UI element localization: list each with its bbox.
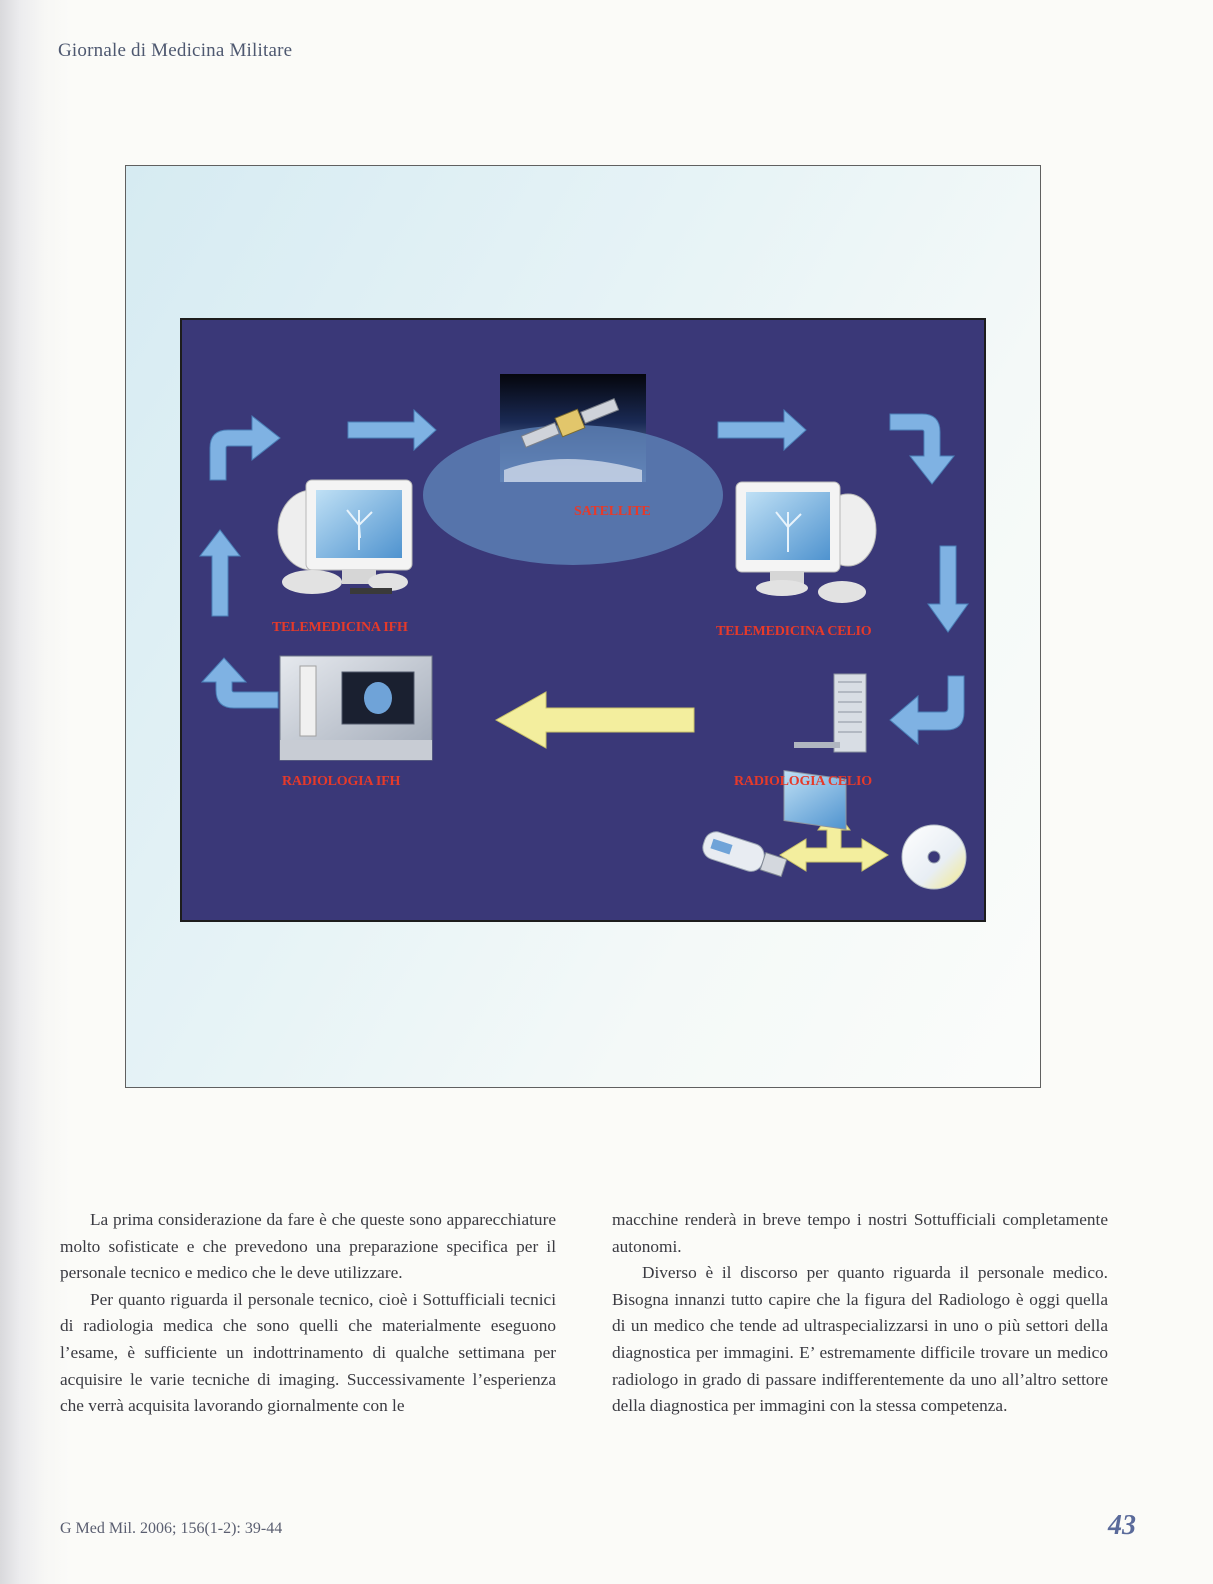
- workstation-icon: [784, 674, 866, 829]
- arrow-up-icon: [200, 530, 240, 616]
- paragraph: Per quanto riguarda il personale tecnico, cioè i Sottufficiali tecnici di radiologia medica che sono quelli che materialmente eseguono l’esame, è sufficiente un indottrinamento di qualche settimana per acquisire le varie tecniche di imaging. Successivamente l’esperienza che verrà acquisita lavorando giornalmente con le: [60, 1289, 556, 1416]
- citation: G Med Mil. 2006; 156(1-2): 39-44: [60, 1520, 283, 1537]
- paragraph: macchine renderà in breve tempo i nostri Sottufficiali completamente autonomi.: [612, 1210, 1108, 1256]
- curved-arrow-icon: [210, 416, 280, 480]
- arrow-down-icon: [928, 546, 968, 632]
- telemedicine-diagram: [180, 318, 986, 922]
- label-radiologia-ifh: RADIOLOGIA IFH: [282, 774, 401, 789]
- arrow-left-icon: [496, 692, 694, 748]
- curved-arrow-icon: [202, 658, 278, 708]
- label-telemedicina-celio: TELEMEDICINA CELIO: [716, 624, 872, 639]
- arrow-right-icon: [348, 410, 436, 450]
- label-radiologia-celio: RADIOLOGIA CELIO: [734, 774, 872, 789]
- paragraph: Diverso è il discorso per quanto riguarda il personale medico. Bisogna innanzi tutto capire che la figura del Radiologo è oggi quella di un medico che tende ad ultraspecializzarsi in uno o più settori della diagnostica per immagini. E’ estremamente difficile trovare un medico radiologo in grado di passare indifferentemente da uno all’altro settore della diagnostica per immagini con la stessa competenza.: [612, 1263, 1108, 1416]
- body-column-left: [60, 1207, 556, 1420]
- cd-icon: [902, 825, 966, 889]
- label-satellite: SATELLITE: [574, 504, 651, 519]
- label-telemedicina-ifh: TELEMEDICINA IFH: [272, 620, 408, 635]
- radiology-room-image: [280, 656, 432, 760]
- computer-icon: [278, 480, 412, 594]
- satellite-image: [423, 374, 723, 565]
- body-column-right: [612, 1207, 1108, 1420]
- curved-arrow-icon: [890, 676, 964, 744]
- computer-icon: [736, 482, 876, 603]
- paragraph: La prima considerazione da fare è che queste sono apparecchiature molto sofisticate e che prevedono una preparazione specifica per il personale tecnico e medico che le deve utilizzare.: [60, 1210, 556, 1283]
- curved-arrow-icon: [890, 414, 954, 484]
- page-number: 43: [1108, 1510, 1136, 1541]
- usb-stick-icon: [700, 829, 789, 882]
- journal-header: Giornale di Medicina Militare: [58, 40, 293, 61]
- arrow-right-icon: [718, 410, 806, 450]
